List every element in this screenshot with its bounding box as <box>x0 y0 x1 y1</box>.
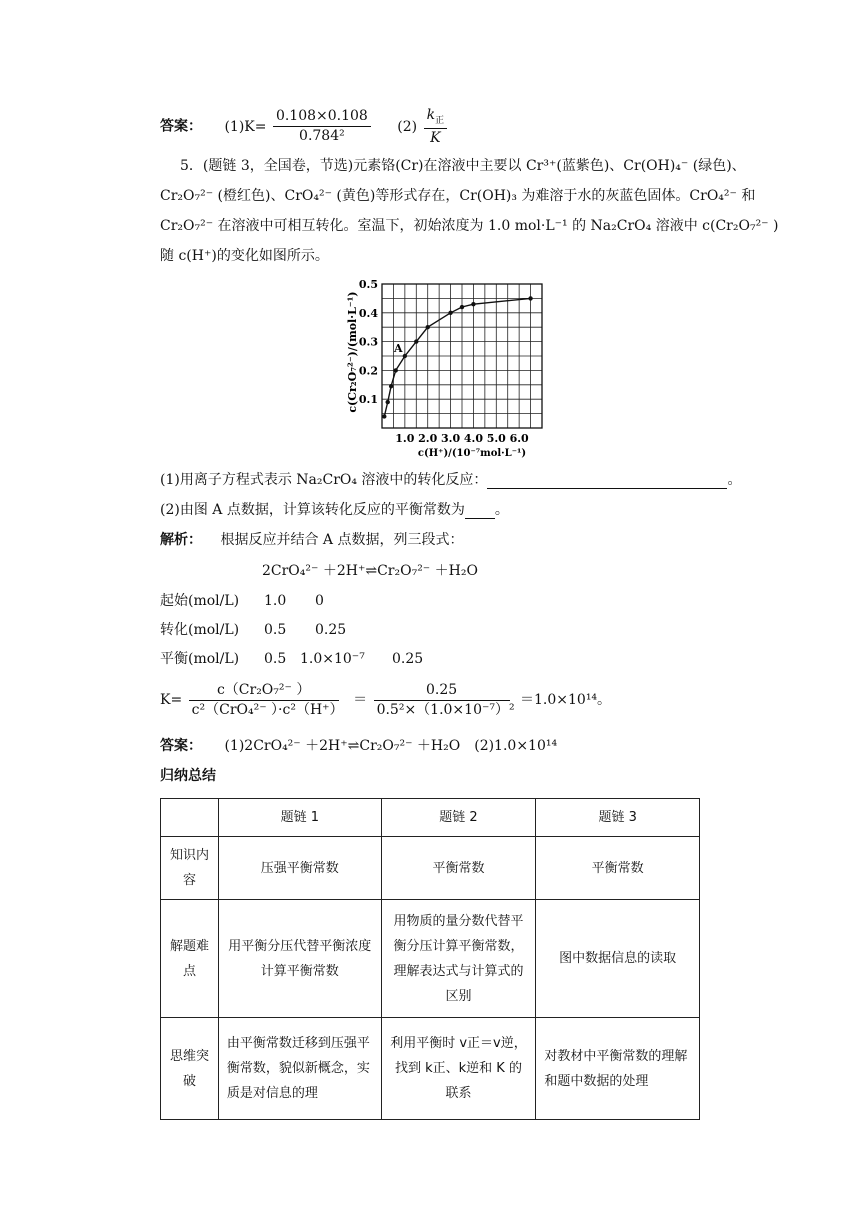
chart-point-a-label: A <box>394 342 403 355</box>
summary-title: 归纳总结 <box>160 768 216 784</box>
row-initial-v2: 0 <box>315 593 324 609</box>
table-row <box>161 1018 700 1120</box>
chart-y-label: c(Cr₂O₇²⁻)/(mol·L⁻¹) <box>346 291 359 413</box>
x-tick-label: 1.0 <box>395 432 415 445</box>
table-row <box>161 900 700 1018</box>
problem5-line1: 5．(题链 3，全国卷，节选)元素铬(Cr)在溶液中主要以 Cr³⁺(蓝紫色)、Cr(OH)₄⁻ (绿色)、 <box>180 158 746 174</box>
row-initial-v1: 1.0 <box>264 593 287 609</box>
analysis-text: 根据反应并结合 A 点数据，列三段式： <box>220 532 464 548</box>
x-tick-label: 3.0 <box>441 432 461 445</box>
analysis-intro <box>160 532 463 549</box>
question2-text: (2)由图 A 点数据，计算该转化反应的平衡常数为 <box>160 502 465 518</box>
y-tick-label: 0.4 <box>358 306 378 320</box>
table-cell: 利用平衡时 v正＝v逆，找到 k正、k逆和 K 的联系 <box>381 1018 536 1120</box>
row-label: 思维突破 <box>161 1018 219 1120</box>
table-row <box>161 837 700 900</box>
data-point <box>403 354 407 358</box>
row-label: 知识内容 <box>161 837 219 900</box>
answer2-text: (1)2CrO₄²⁻ ＋2H⁺⇌Cr₂O₇²⁻ ＋H₂O (2)1.0×10¹⁴ <box>224 738 558 754</box>
question1-text: (1)用离子方程式表示 Na₂CrO₄ 溶液中的转化反应： <box>160 472 488 488</box>
table-cell: 平衡常数 <box>536 837 700 900</box>
answer1-k-fraction <box>424 107 448 146</box>
data-point <box>389 384 393 388</box>
answer1-part2: (2) <box>397 118 418 135</box>
question2-end: 。 <box>494 502 509 518</box>
problem5-line2: Cr₂O₇²⁻ (橙红色)、CrO₄²⁻ (黄色)等形式存在，Cr(OH)₃ 为难溶于水的灰蓝色固体。CrO₄²⁻ 和 <box>160 188 756 204</box>
k-denominator-2: 0.5²×（1.0×10⁻⁷）² <box>376 701 515 718</box>
question1-end: 。 <box>727 472 742 488</box>
x-tick-label: 6.0 <box>509 432 529 445</box>
answer1-denominator: 0.784² <box>299 128 345 145</box>
x-tick-label: 5.0 <box>486 432 506 445</box>
k-numerator-2: 0.25 <box>374 682 510 701</box>
table-cell: 用物质的量分数代替平衡分压计算平衡常数，理解表达式与计算式的区别 <box>381 900 536 1018</box>
data-point <box>394 368 398 372</box>
k-result: ＝1.0×10¹⁴。 <box>520 691 612 708</box>
answer1-part1: (1)K= <box>224 118 267 135</box>
header-cell-chain2: 题链 2 <box>381 799 536 837</box>
chart-x-ticks <box>395 432 529 445</box>
reaction-equation: 2CrO₄²⁻ ＋2H⁺⇌Cr₂O₇²⁻ ＋H₂O <box>262 563 478 579</box>
answer2-line <box>160 738 557 755</box>
y-tick-label: 0.1 <box>358 393 378 407</box>
chart-x-label: c(H⁺)/(10⁻⁷mol·L⁻¹) <box>417 448 527 459</box>
header-cell-empty <box>161 799 219 837</box>
chart-y-ticks <box>359 278 378 406</box>
k-expression <box>160 682 611 719</box>
k-subscript: 正 <box>435 115 445 126</box>
answer2-label: 答案： <box>160 738 202 754</box>
y-tick-label: 0.3 <box>358 335 378 349</box>
x-tick-label: 2.0 <box>418 432 438 445</box>
row-change-v1: 0.5 <box>264 622 287 638</box>
table-cell: 图中数据信息的读取 <box>536 900 700 1018</box>
row-label: 解题难点 <box>161 900 219 1018</box>
table-header-row <box>161 799 700 837</box>
data-point <box>386 400 390 404</box>
question1 <box>160 472 741 489</box>
data-point <box>426 325 430 329</box>
table-cell: 平衡常数 <box>381 837 536 900</box>
row-equilibrium-v2: 1.0×10⁻⁷ <box>300 651 365 667</box>
row-equilibrium-label: 平衡(mol/L) <box>160 651 240 667</box>
y-tick-label: 0.2 <box>358 364 378 378</box>
k-numerator-1: c（Cr₂O₇²⁻ ） <box>189 682 339 701</box>
k-left: K= <box>160 691 183 708</box>
answer-label: 答案： <box>160 118 202 135</box>
answer1-numerator: 0.108×0.108 <box>273 108 371 127</box>
k-denominator-1: c²（CrO₄²⁻ ）·c²（H⁺） <box>191 701 344 718</box>
k-equals: ＝ <box>353 691 368 708</box>
row-equilibrium-v1: 0.5 <box>264 651 287 667</box>
k-fraction-1 <box>189 682 344 719</box>
question1-answer-blank[interactable] <box>487 488 727 489</box>
question2 <box>160 502 509 519</box>
x-tick-label: 4.0 <box>463 432 483 445</box>
row-equilibrium-v3: 0.25 <box>392 651 424 667</box>
row-change-v2: 0.25 <box>315 622 347 638</box>
data-point <box>382 414 386 418</box>
analysis-label: 解析： <box>160 532 202 548</box>
problem5-line3: Cr₂O₇²⁻ 在溶液中可相互转化。室温下，初始浓度为 1.0 mol·L⁻¹ 的 Na₂CrO₄ 溶液中 c(Cr₂O₇²⁻ ) <box>160 218 779 234</box>
answer1-fraction <box>273 108 371 145</box>
table-cell: 由平衡常数迁移到压强平衡常数，貌似新概念，实质是对信息的理 <box>218 1018 381 1120</box>
data-point <box>460 305 464 309</box>
k-denominator: K <box>430 129 441 146</box>
k-fraction-2 <box>374 682 515 719</box>
y-tick-label: 0.5 <box>358 278 378 291</box>
data-point <box>448 311 452 315</box>
answer1-line <box>160 107 449 146</box>
table-cell: 压强平衡常数 <box>218 837 381 900</box>
problem5-line4: 随 c(H⁺)的变化如图所示。 <box>160 248 329 264</box>
data-point <box>471 302 475 306</box>
summary-table <box>160 798 700 1120</box>
k-symbol: k <box>426 107 436 123</box>
row-initial-label: 起始(mol/L) <box>160 593 240 609</box>
row-change-label: 转化(mol/L) <box>160 622 240 638</box>
header-cell-chain1: 题链 1 <box>218 799 381 837</box>
header-cell-chain3: 题链 3 <box>536 799 700 837</box>
data-point <box>528 296 532 300</box>
table-cell: 用平衡分压代替平衡浓度计算平衡常数 <box>218 900 381 1018</box>
table-cell: 对教材中平衡常数的理解和题中数据的处理 <box>536 1018 700 1120</box>
data-point <box>414 339 418 343</box>
question2-answer-blank[interactable] <box>465 518 495 519</box>
concentration-chart <box>330 272 560 462</box>
